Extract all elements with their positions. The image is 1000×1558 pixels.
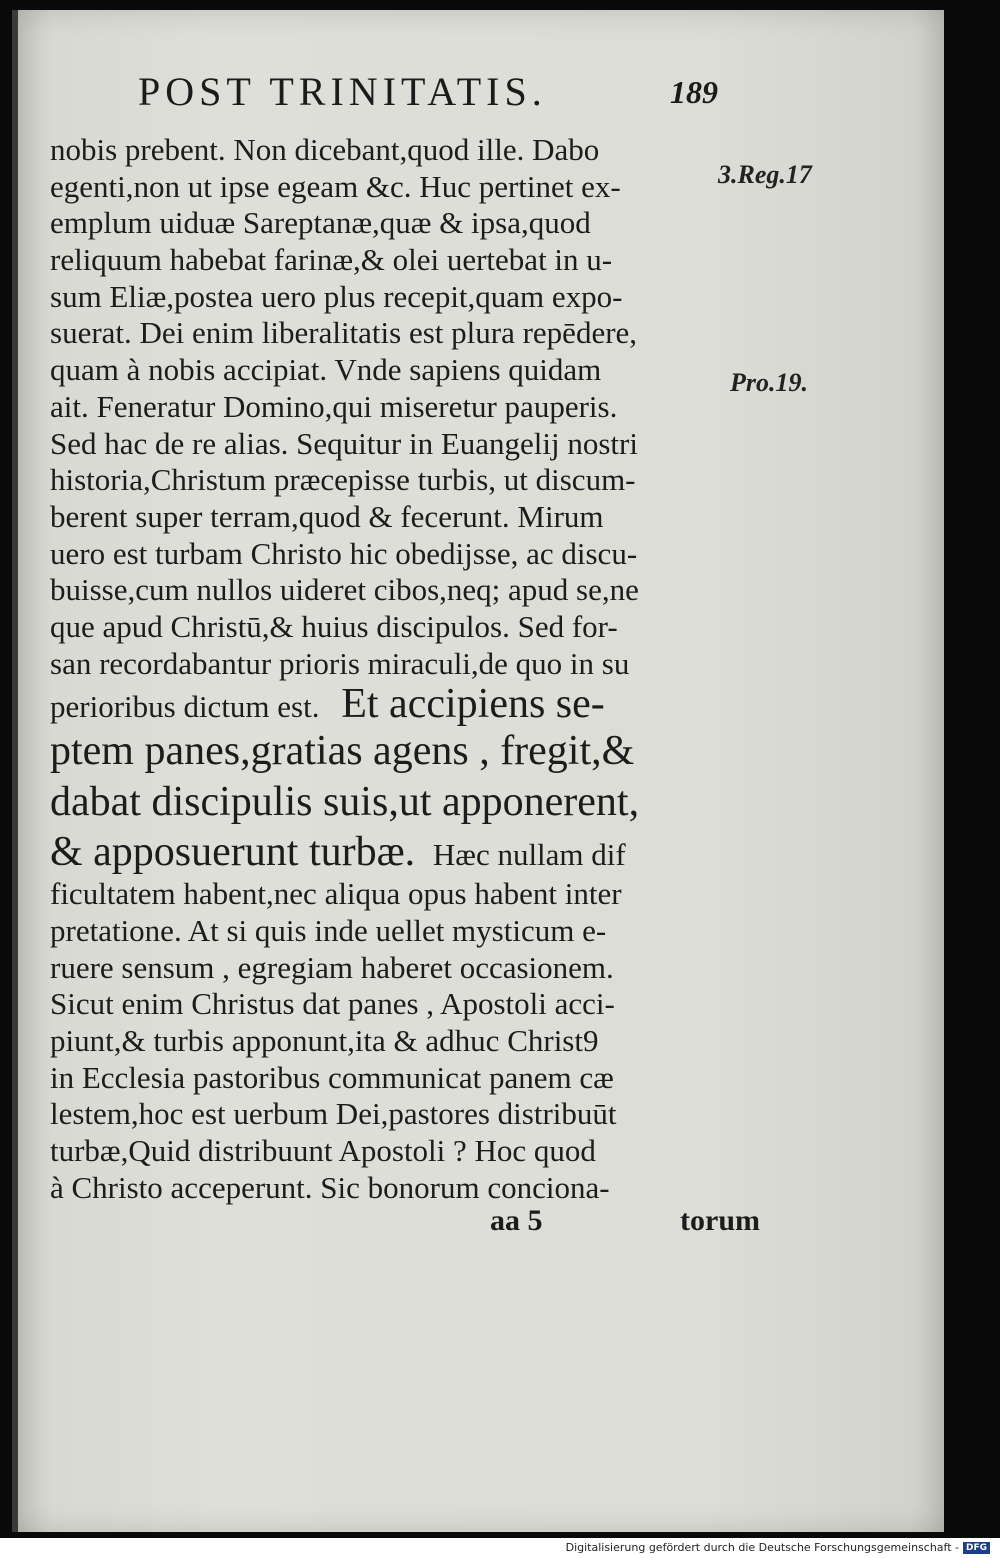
text-line: reliquum habebat farinæ,& olei uertebat in u- (50, 242, 613, 278)
text-line: buisse,cum nullos uideret cibos,neq; apud se,ne (50, 572, 639, 608)
text-line: in Ecclesia pastoribus communicat panem cæ (50, 1059, 614, 1095)
text-line: egenti,non ut ipse egeam &c. Huc pertinet ex- (50, 168, 621, 204)
text-line-mixed (50, 828, 710, 876)
text-line: pretatione. At si quis inde uellet mysticum e- (50, 913, 607, 948)
dfg-logo: DFG (963, 1542, 990, 1554)
text-line: emplum uiduæ Sareptanæ,quæ & ipsa,quod (50, 205, 591, 241)
running-head: POST TRINITATIS. (138, 69, 547, 114)
page-number: 189 (670, 74, 718, 110)
margin-note-reference: Pro.19. (730, 368, 808, 397)
text-line: lestem,hoc est uerbum Dei,pastores distribuūt (50, 1096, 617, 1132)
text-line: san recordabantur prioris miraculi,de quo in su (50, 645, 630, 681)
text-line: sum Eliæ,postea uero plus recepit,quam expo- (50, 278, 623, 314)
text-line: piunt,& turbis apponunt,ita & adhuc Christ9 (50, 1023, 599, 1059)
signature-mark: aa 5 (490, 1204, 543, 1237)
text-line: nobis prebent. Non dicebant,quod ille. Dabo (50, 132, 600, 167)
text-line: uero est turbam Christo hic obedijsse, ac discu- (50, 535, 638, 571)
text-segment: perioribus dictum est. (50, 689, 320, 725)
page-footer (490, 1204, 760, 1244)
catchword: torum (680, 1204, 760, 1237)
margin-note-reference: 3.Reg.17 (718, 160, 812, 189)
text-line: historia,Christum præcepisse turbis, ut discum- (50, 462, 636, 498)
text-line: suerat. Dei enim liberalitatis est plura repēdere, (50, 315, 638, 351)
text-line: Sed hac de re alias. Sequitur in Euangelij nostri (50, 425, 638, 461)
scripture-quote-segment: Et accipiens se- (341, 681, 605, 728)
body-text (50, 132, 710, 1207)
scripture-quote-line: ptem panes,gratias agens , fregit,& (50, 728, 635, 775)
text-line: ficultatem habent,nec aliqua opus habent inter (50, 876, 622, 912)
text-line: que apud Christū,& huius discipulos. Sed for- (50, 608, 618, 644)
text-line: ruere sensum , egregiam haberet occasionem. (50, 949, 614, 985)
text-line: berent super terram,quod & fecerunt. Mirum (50, 498, 604, 534)
text-line-mixed (50, 682, 710, 726)
scripture-quote-segment: & apposuerunt turbæ. (50, 829, 416, 876)
text-line: turbæ,Quid distribuunt Apostoli ? Hoc quod (50, 1133, 596, 1169)
credit-text: Digitalisierung gefördert durch die Deutsche Forschungsgemeinschaft - (565, 1541, 959, 1554)
page-header (138, 68, 718, 118)
text-line: à Christo acceperunt. Sic bonorum conciona- (50, 1169, 610, 1205)
text-line: Sicut enim Christus dat panes , Apostoli acci- (50, 986, 615, 1022)
scripture-quote-line: dabat discipulis suis,ut apponerent, (50, 779, 640, 826)
text-segment: Hæc nullam dif (432, 837, 626, 873)
text-line: ait. Feneratur Domino,qui miseretur pauperis. (50, 388, 618, 424)
text-line: quam à nobis accipiat. Vnde sapiens quidam (50, 352, 602, 388)
page-gutter (12, 10, 18, 1532)
digitization-credit (566, 1541, 990, 1554)
